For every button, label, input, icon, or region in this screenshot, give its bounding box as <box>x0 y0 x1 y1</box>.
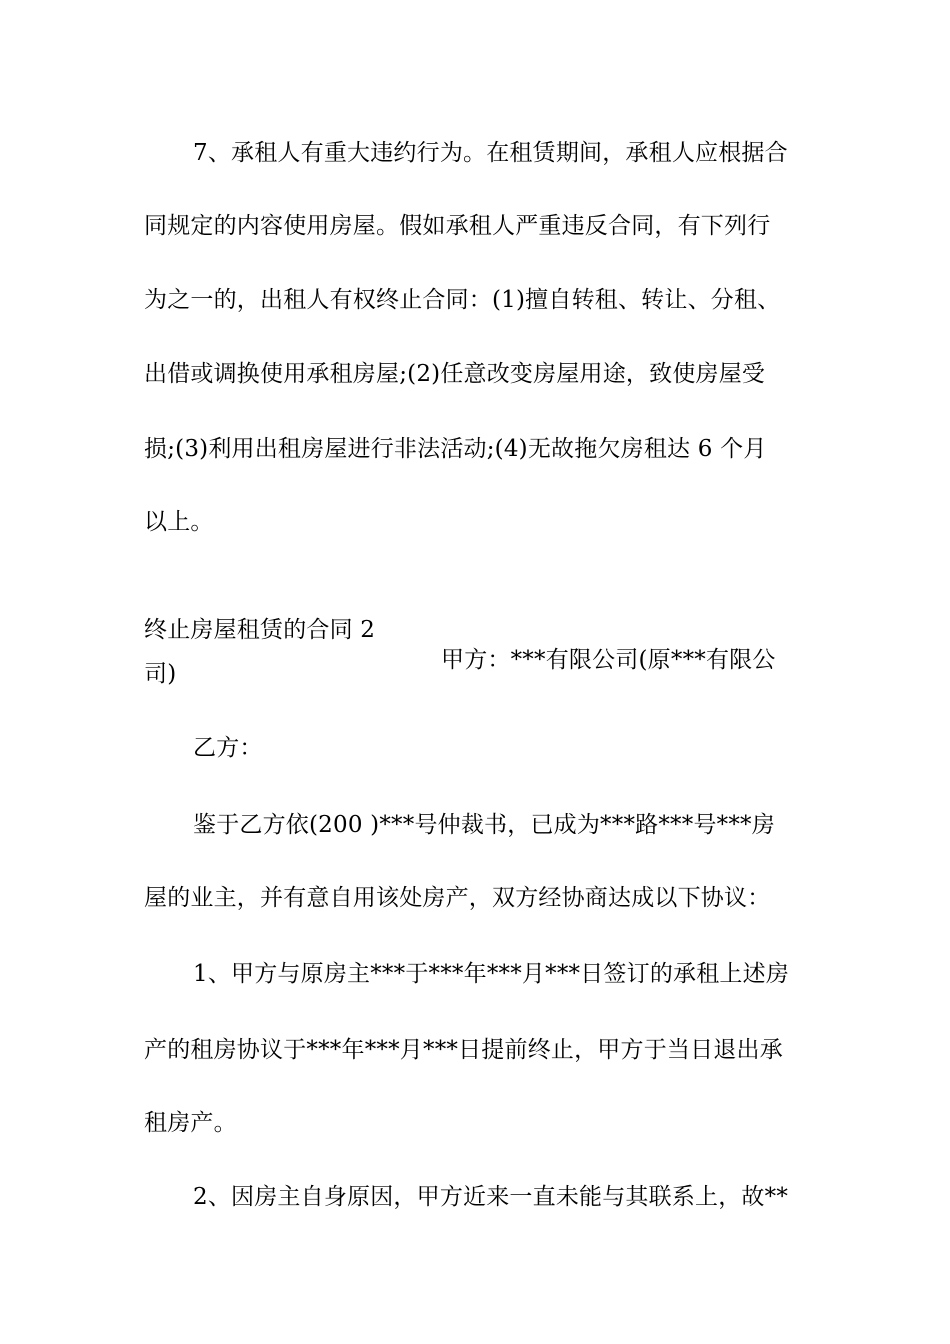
paragraph-7-line-2: 同规定的内容使用房屋。假如承租人严重违反合同，有下列行 <box>144 213 771 239</box>
paragraph-7-line-6: 以上。 <box>144 509 214 535</box>
clause-1-line-2: 产的租房协议于***年***月***日提前终止，甲方于当日退出承 <box>144 1037 783 1063</box>
recital-line-2: 屋的业主，并有意自用该处房产，双方经协商达成以下协议： <box>144 885 771 911</box>
section-heading-line <box>144 585 824 673</box>
clause-1-line-1: 1、甲方与原房主***于***年***月***日签订的承租上述房 <box>193 961 790 987</box>
party-b-label: 乙方： <box>193 735 263 761</box>
clause-2-line-1: 2、因房主自身原因，甲方近来一直未能与其联系上，故** <box>193 1184 789 1210</box>
recital-line-1: 鉴于乙方依(200 )***号仲裁书，已成为***路***号***房 <box>193 812 775 838</box>
party-a-line-2: 司) <box>144 661 177 687</box>
paragraph-7-line-3: 为之一的，出租人有权终止合同：(1)擅自转租、转让、分租、 <box>144 287 781 313</box>
paragraph-7-line-1: 7、承租人有重大违约行为。在租赁期间，承租人应根据合 <box>193 140 788 166</box>
paragraph-7-line-5: 损;(3)利用出租房屋进行非法活动;(4)无故拖欠房租达 6 个月 <box>144 436 767 462</box>
clause-1-line-3: 租房产。 <box>144 1110 237 1136</box>
section-title: 终止房屋租赁的合同 2 <box>144 617 376 643</box>
paragraph-7-line-4: 出借或调换使用承租房屋;(2)任意改变房屋用途，致使房屋受 <box>144 361 766 387</box>
party-a-label: 甲方：***有限公司(原***有限公 <box>441 647 776 673</box>
